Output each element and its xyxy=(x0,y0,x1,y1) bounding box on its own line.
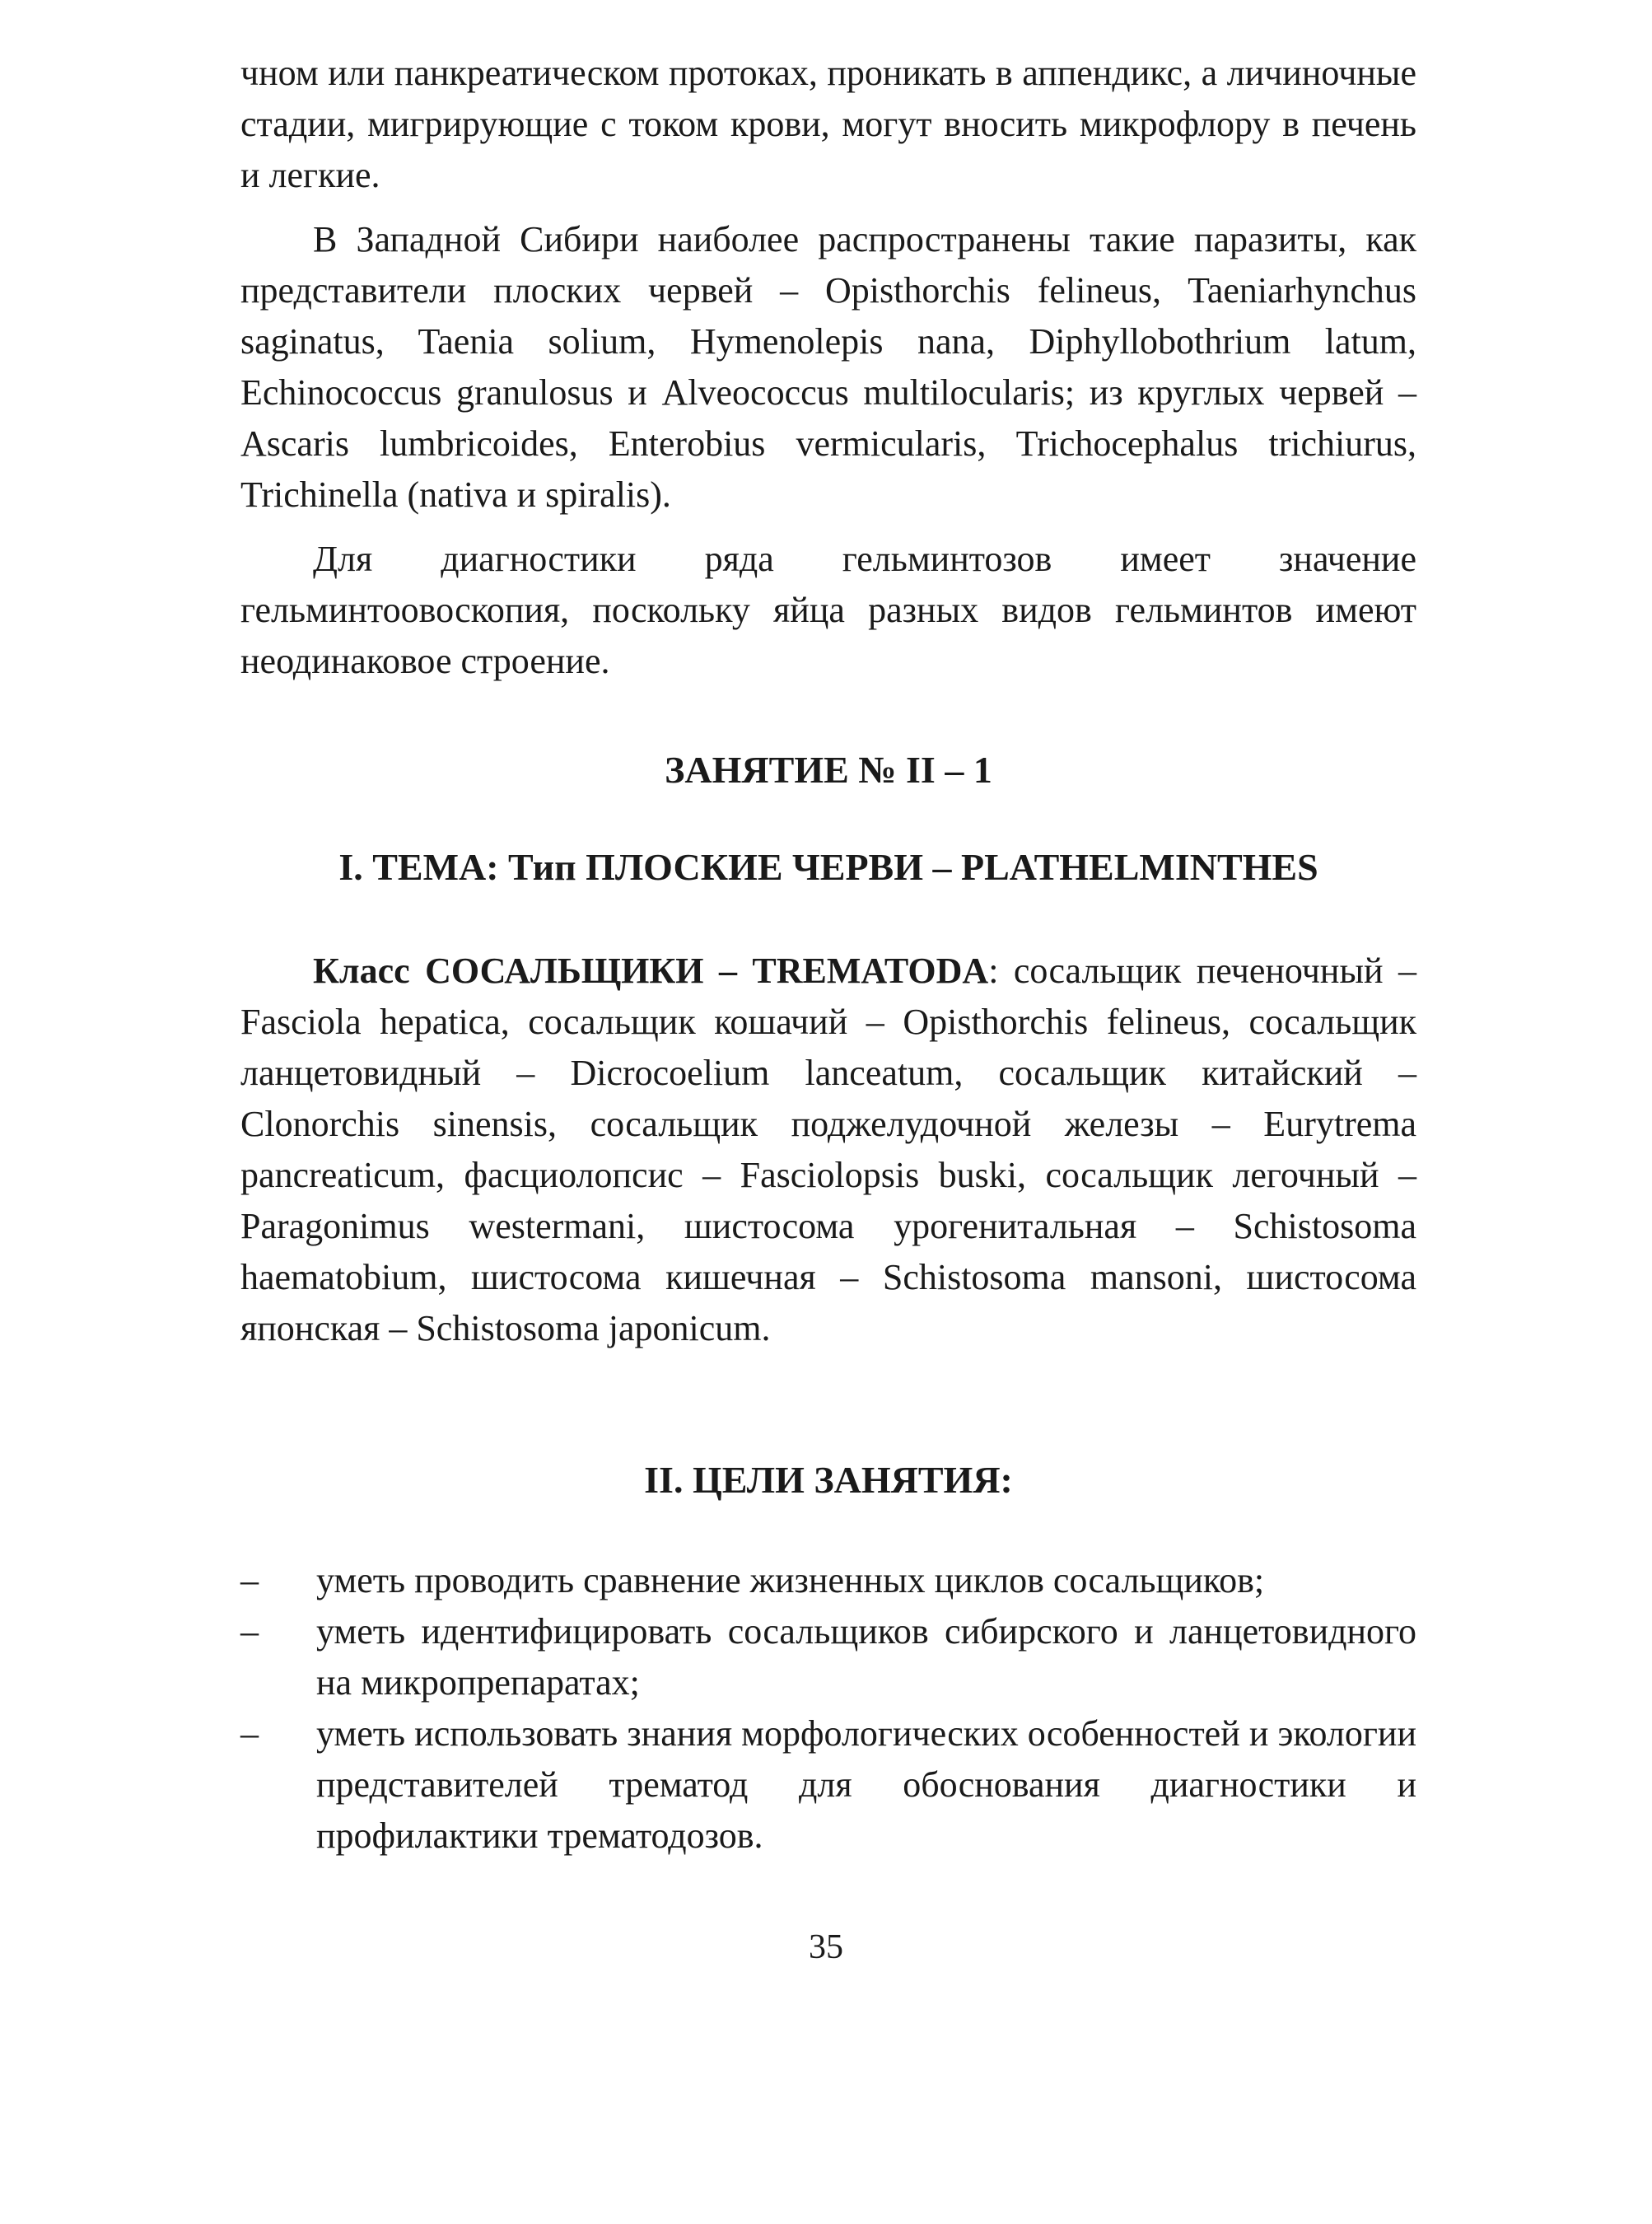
goals-list xyxy=(240,1555,1416,1862)
lesson-heading: ЗАНЯТИЕ № II – 1 xyxy=(665,749,992,791)
intro-text-block xyxy=(240,48,1416,687)
page-number: 35 xyxy=(809,1928,843,1966)
goal-text: уметь использовать знания морфологических особенностей и экологии представителей трематод для обоснования диагностики и профилактики трематодозов. xyxy=(316,1713,1416,1856)
goal-dash: – xyxy=(240,1713,259,1754)
goal-item xyxy=(240,1606,1416,1708)
goal-dash: – xyxy=(240,1560,259,1600)
theme-heading: I. ТЕМА: Тип ПЛОСКИЕ ЧЕРВИ – PLATHELMINTHES xyxy=(338,846,1318,888)
goals-heading: II. ЦЕЛИ ЗАНЯТИЯ: xyxy=(644,1459,1013,1501)
goal-text: уметь идентифицировать сосальщиков сибирского и ланцетовидного на микропрепаратах; xyxy=(316,1611,1416,1703)
class-paragraph-lead: Класс СОСАЛЬЩИКИ – TREMATODA xyxy=(313,951,989,991)
diagnostics-paragraph: Для диагностики ряда гельминтозов имеет значение гельминтоовоскопия, поскольку яйца разных видов гельминтов имеют неодинаковое строение. xyxy=(240,539,1416,681)
class-paragraph xyxy=(240,946,1416,1354)
class-section xyxy=(240,946,1416,1354)
goal-item xyxy=(240,1555,1416,1606)
goal-text: уметь проводить сравнение жизненных циклов сосальщиков; xyxy=(316,1560,1265,1600)
class-paragraph-rest: : сосальщик печеночный – Fasciola hepatica, сосальщик кошачий – Opisthorchis felineus, сосальщик ланцетовидный – Dicrocoelium lanceatum, сосальщик китайский – Clonorchis sinensis, сосальщик поджелудочной железы – Eurytrema pancreaticum, фасциолопсис – Fasciolopsis buski, сосальщик легочный – Paragonimus westermani, шистосома урогенитальная – Schistosoma haematobium, шистосома кишечная – Schistosoma mansoni, шистосома японская – Schistosoma japonicum. xyxy=(240,951,1416,1348)
continuation-paragraph: чном или панкреатическом протоках, проникать в аппендикс, а личиночные стадии, мигрирующие с током крови, могут вносить микрофлору в печень и легкие. xyxy=(240,53,1416,195)
siberia-paragraph: В Западной Сибири наиболее распространены такие паразиты, как представители плоских червей – Opisthorchis felineus, Taeniarhynchus saginatus, Taenia solium, Hymenolepis nana, Diphyllobothrium latum, Echinococcus granulosus и Alveococcus multilocularis; из круглых червей – Ascaris lumbricoides, Enterobius vermicularis, Trichocephalus trichiurus, Trichinella (nativa и spiralis). xyxy=(240,219,1416,515)
goal-dash: – xyxy=(240,1611,259,1652)
goal-item xyxy=(240,1708,1416,1862)
